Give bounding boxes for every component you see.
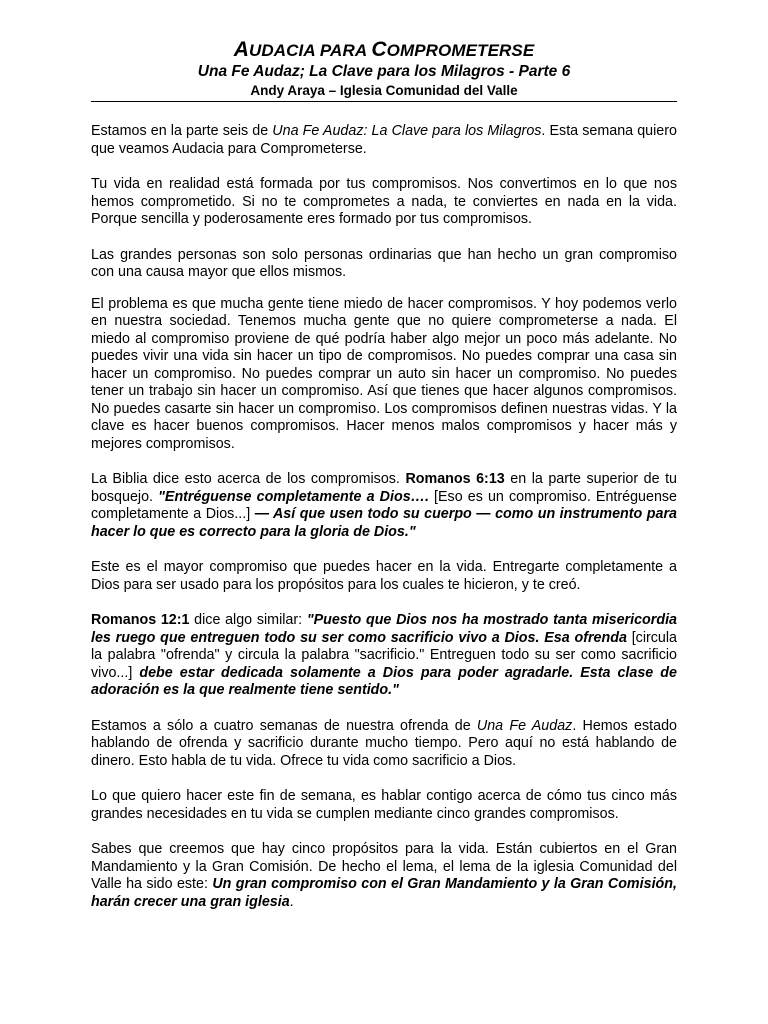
title-part-2: OMPROMETERSE — [386, 41, 535, 60]
title-initial-2: C — [371, 38, 387, 61]
p5-quote-a: "Entréguense completamente a Dios…. — [158, 488, 429, 505]
document-title — [91, 38, 677, 62]
p1-series-title: Una Fe Audaz: La Clave para los Milagros — [272, 123, 542, 139]
document-author: Andy Araya – Iglesia Comunidad del Valle — [250, 83, 518, 98]
p8-text-c: . Hemos estado hablando de ofrenda y sacrificio durante mucho tiempo. Pero aquí no está hablando de dinero. Esto habla de tu vida. Ofrece tu vida como sacrificio a Dios. — [91, 717, 677, 769]
paragraph-7 — [91, 612, 677, 700]
p8-text-a: Estamos a sólo a cuatro semanas de nuestra ofrenda de — [91, 717, 477, 734]
paragraph-1 — [91, 123, 677, 158]
title-part-1: UDACIA PARA — [248, 41, 372, 60]
p7-quote-a: "Puesto que Dios nos ha mostrado tanta misericordia les ruego que entreguen todo su ser como sacrificio vivo a Dios. Esa ofrenda — [91, 612, 677, 646]
p10-text-c: . — [289, 893, 294, 910]
document-page — [91, 38, 677, 911]
paragraph-10 — [91, 841, 677, 911]
paragraph-3: Las grandes personas son solo personas ordinarias que han hecho un gran compromiso con una causa mayor que ellos mismos. — [91, 246, 677, 280]
p7-text-d: [circula la palabra "ofrenda" y circula la palabra "sacrificio." Entreguen todo su ser como sacrificio vivo...] — [91, 629, 677, 681]
paragraph-2: Tu vida en realidad está formada por tus compromisos. Nos convertimos en lo que nos hemos comprometido. Si no te comprometes a nada, te conviertes en nada en la vida. Porque sencilla y poderosamente eres formado por tus compromisos. — [91, 176, 677, 227]
p5-text-a: La Biblia dice esto acerca de los compromisos. — [91, 471, 406, 487]
p5-quote-b: — Así que usen todo su cuerpo — como un instrumento para hacer lo que es correcto para la gloria de Dios." — [91, 506, 677, 540]
paragraph-4: El problema es que mucha gente tiene miedo de hacer compromisos. Y hoy podemos verlo en nuestra sociedad. Tenemos mucha gente que no quiere comprometerse a nada. El miedo al compromiso proviene de qué podría haber algo mejor un poco más adelante. No puedes vivir una vida sin hacer un tipo de compromisos. No puedes comprar una casa sin hacer un compromiso. No puedes comprar un auto sin hacer un compromiso. No puedes tener un trabajo sin hacer un compromiso. Así que tienes que hacer algunos compromisos. No puedes casarte sin hacer un compromiso. Los compromisos definen nuestras vidas. Y la clave es hacer buenos compromisos. Hacer menos malos compromisos y hacer más y mejores compromisos. — [91, 295, 677, 452]
p10-motto: Un gran compromiso con el Gran Mandamiento y la Gran Comisión, harán crecer una gran iglesia — [91, 876, 677, 910]
header-divider — [91, 101, 677, 102]
p5-text-c: en la parte superior de tu bosquejo. — [91, 471, 678, 505]
p8-series-name: Una Fe Audaz — [476, 717, 573, 734]
paragraph-9: Lo que quiero hacer este fin de semana, es hablar contigo acerca de cómo tus cinco más grandes necesidades en tu vida se cumplen mediante cinco grandes compromisos. — [91, 788, 677, 822]
title-initial-1: A — [233, 38, 249, 61]
p7-text-b: dice algo similar: — [189, 612, 307, 628]
p1-text-c: . Esta semana quiero que veamos Audacia para Comprometerse. — [91, 123, 677, 157]
document-subtitle: Una Fe Audaz; La Clave para los Milagros - Parte 6 — [197, 63, 571, 80]
p7-verse-ref: Romanos 12:1 — [91, 612, 190, 628]
p5-verse-ref: Romanos 6:13 — [405, 471, 505, 487]
paragraph-6: Este es el mayor compromiso que puedes hacer en la vida. Entregarte completamente a Dios para ser usado para los propósitos para los cuales te hicieron, y te creó. — [91, 559, 677, 593]
paragraph-5 — [91, 471, 677, 541]
p1-text-a: Estamos en la parte seis de — [91, 123, 273, 139]
p7-quote-b: debe estar dedicada solamente a Dios para poder agradarle. Esta clase de adoración es la que realmente tiene sentido." — [91, 664, 677, 698]
p5-text-e: [Eso es un compromiso. Entréguense completamente a Dios...] — [91, 488, 677, 522]
paragraph-8 — [91, 718, 677, 771]
p10-text-a: Sabes que creemos que hay cinco propósitos para la vida. Están cubiertos en el Gran Mandamiento y la Gran Comisión. De hecho el lema, el lema de la iglesia Comunidad del Valle ha sido este: — [91, 841, 677, 892]
